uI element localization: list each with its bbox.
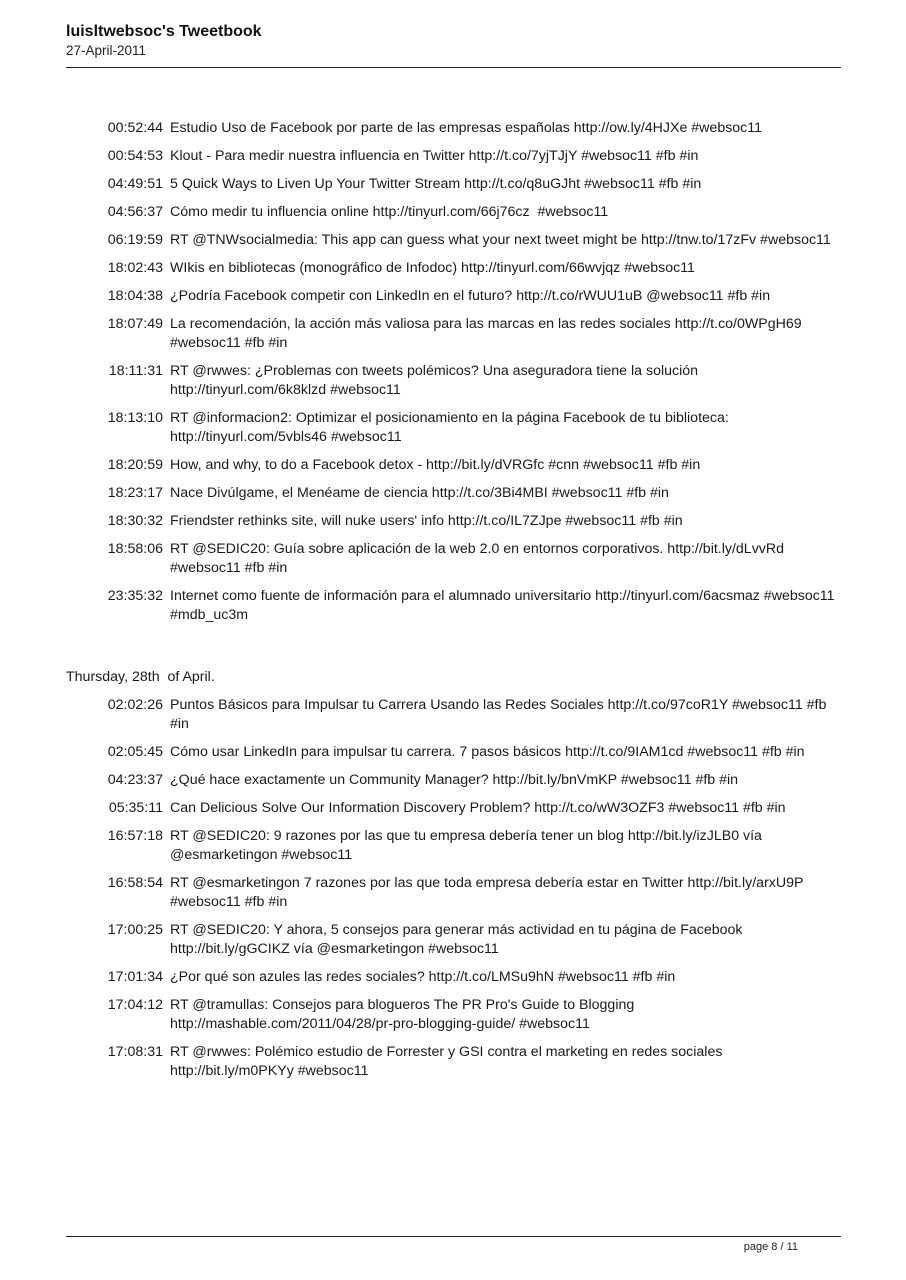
tweet-entry	[66, 456, 841, 475]
tweet-entry	[66, 362, 841, 400]
document-title: luisltwebsoc's Tweetbook	[66, 23, 262, 40]
document-date: 27-April-2011	[66, 43, 147, 58]
tweet-time: 18:02:43	[107, 260, 163, 276]
tweet-time: 06:19:59	[107, 232, 163, 248]
tweet-time: 04:23:37	[107, 772, 163, 788]
tweet-entry	[66, 771, 841, 790]
tweet-time: 18:20:59	[107, 457, 163, 473]
tweet-entry	[66, 1043, 841, 1081]
tweet-entry	[66, 874, 841, 912]
tweet-entry	[66, 147, 841, 166]
tweet-time: 17:01:34	[107, 969, 163, 985]
tweet-text: RT @SEDIC20: Guía sobre aplicación de la web 2.0 en entornos corporativos. http://bit.ly/dLvvRd #websoc11 #fb #in	[170, 541, 788, 576]
tweet-text: RT @SEDIC20: Y ahora, 5 consejos para generar más actividad en tu página de Facebook http://bit.ly/gGCIKZ vía @esmarketingon #websoc11	[170, 922, 747, 957]
tweet-time: 18:04:38	[107, 288, 163, 304]
tweet-entry	[66, 540, 841, 578]
tweet-time: 18:58:06	[107, 541, 163, 557]
tweet-time: 16:57:18	[107, 828, 163, 844]
tweet-text: ¿Qué hace exactamente un Community Manager? http://bit.ly/bnVmKP #websoc11 #fb #in	[170, 772, 739, 788]
tweet-text: ¿Por qué son azules las redes sociales? http://t.co/LMSu9hN #websoc11 #fb #in	[170, 969, 676, 985]
tweet-entry	[66, 119, 841, 138]
tweet-text: RT @informacion2: Optimizar el posicionamiento en la página Facebook de tu biblioteca: http://tinyurl.com/5vbls46 #websoc11	[170, 410, 733, 445]
tweet-entry	[66, 799, 841, 818]
tweet-entry	[66, 287, 841, 306]
tweet-entry	[66, 175, 841, 194]
tweet-text: Internet como fuente de información para el alumnado universitario http://tinyurl.com/6acsmaz #websoc11 #mdb_uc3m	[170, 588, 839, 623]
tweet-entry	[66, 968, 841, 987]
tweet-text: Can Delicious Solve Our Information Discovery Problem? http://t.co/wW3OZF3 #websoc11 #fb #in	[170, 800, 786, 816]
tweet-time: 02:05:45	[107, 744, 163, 760]
tweet-time: 00:54:53	[107, 148, 163, 164]
tweet-time: 18:13:10	[107, 410, 163, 426]
tweet-entry	[66, 743, 841, 762]
tweet-text: RT @SEDIC20: 9 razones por las que tu empresa debería tener un blog http://bit.ly/izJLB0 vía @esmarketingon #websoc11	[170, 828, 766, 863]
tweet-time: 18:11:31	[108, 363, 163, 379]
tweet-text: Friendster rethinks site, will nuke users' info http://t.co/IL7ZJpe #websoc11 #fb #in	[170, 513, 683, 529]
tweet-text: RT @esmarketingon 7 razones por las que toda empresa debería estar en Twitter http://bit.ly/arxU9P #websoc11 #fb #in	[170, 875, 808, 910]
tweet-text: RT @tramullas: Consejos para blogueros The PR Pro's Guide to Blogging http://mashable.com/2011/04/28/pr-pro-blogging-guide/ #websoc11	[170, 997, 639, 1032]
tweet-entry	[66, 996, 841, 1034]
page-number: page 8 / 11	[743, 1241, 798, 1253]
tweet-time: 17:00:25	[107, 922, 163, 938]
tweet-time: 16:58:54	[107, 875, 163, 891]
footer-divider	[66, 1236, 841, 1237]
tweet-text: Puntos Básicos para Impulsar tu Carrera Usando las Redes Sociales http://t.co/97coR1Y #websoc11 #fb #in	[170, 697, 831, 732]
page-header	[66, 22, 840, 60]
tweet-text: WIkis en bibliotecas (monográfico de Infodoc) http://tinyurl.com/66wvjqz #websoc11	[170, 260, 695, 276]
tweet-entry	[66, 827, 841, 865]
tweet-entry	[66, 231, 841, 250]
tweet-text: Nace Divúlgame, el Menéame de ciencia http://t.co/3Bi4MBI #websoc11 #fb #in	[170, 485, 669, 501]
tweet-time: 04:49:51	[107, 176, 163, 192]
tweet-text: RT @rwwes: Polémico estudio de Forrester y GSI contra el marketing en redes sociales http://bit.ly/m0PKYy #websoc11	[170, 1044, 727, 1079]
tweet-entry	[66, 696, 841, 734]
tweet-text: ¿Podría Facebook competir con LinkedIn en el futuro? http://t.co/rWUU1uB @websoc11 #fb #in	[170, 288, 771, 304]
tweet-entry	[66, 259, 841, 278]
tweet-time: 04:56:37	[107, 204, 163, 220]
tweet-text: 5 Quick Ways to Liven Up Your Twitter Stream http://t.co/q8uGJht #websoc11 #fb #in	[170, 176, 702, 192]
tweet-text: RT @rwwes: ¿Problemas con tweets polémicos? Una aseguradora tiene la solución http://tinyurl.com/6k8klzd #websoc11	[170, 363, 702, 398]
tweet-text: Estudio Uso de Facebook por parte de las empresas españolas http://ow.ly/4HJXe #websoc11	[170, 120, 763, 136]
tweet-text: RT @TNWsocialmedia: This app can guess what your next tweet might be http://tnw.to/17zFv #websoc11	[170, 232, 831, 248]
tweet-entry	[66, 409, 841, 447]
tweet-time: 17:08:31	[107, 1044, 163, 1060]
tweet-entry	[66, 921, 841, 959]
tweet-content	[66, 119, 841, 1090]
tweet-entry	[66, 484, 841, 503]
tweet-text: La recomendación, la acción más valiosa para las marcas en las redes sociales http://t.co/0WPgH69 #websoc11 #fb #in	[170, 316, 806, 351]
tweet-text: Cómo medir tu influencia online http://tinyurl.com/66j76cz #websoc11	[170, 204, 609, 220]
tweet-entry	[66, 587, 841, 625]
tweet-time: 18:30:32	[107, 513, 163, 529]
tweet-text: Klout - Para medir nuestra influencia en Twitter http://t.co/7yjTJjY #websoc11 #fb #in	[170, 148, 699, 164]
tweet-entry	[66, 315, 841, 353]
tweet-time: 02:02:26	[107, 697, 163, 713]
tweet-time: 05:35:11	[108, 800, 163, 816]
tweet-time: 23:35:32	[107, 588, 163, 604]
tweet-time: 18:07:49	[107, 316, 163, 332]
tweet-text: How, and why, to do a Facebook detox - http://bit.ly/dVRGfc #cnn #websoc11 #fb #in	[170, 457, 701, 473]
tweet-entry	[66, 512, 841, 531]
tweet-entry	[66, 203, 841, 222]
tweet-time: 18:23:17	[107, 485, 163, 501]
tweet-text: Cómo usar LinkedIn para impulsar tu carrera. 7 pasos básicos http://t.co/9IAM1cd #websoc11 #fb #in	[170, 744, 805, 760]
tweet-time: 17:04:12	[107, 997, 163, 1013]
day-heading: Thursday, 28th of April.	[66, 669, 215, 685]
header-divider	[66, 67, 841, 68]
tweet-time: 00:52:44	[107, 120, 163, 136]
